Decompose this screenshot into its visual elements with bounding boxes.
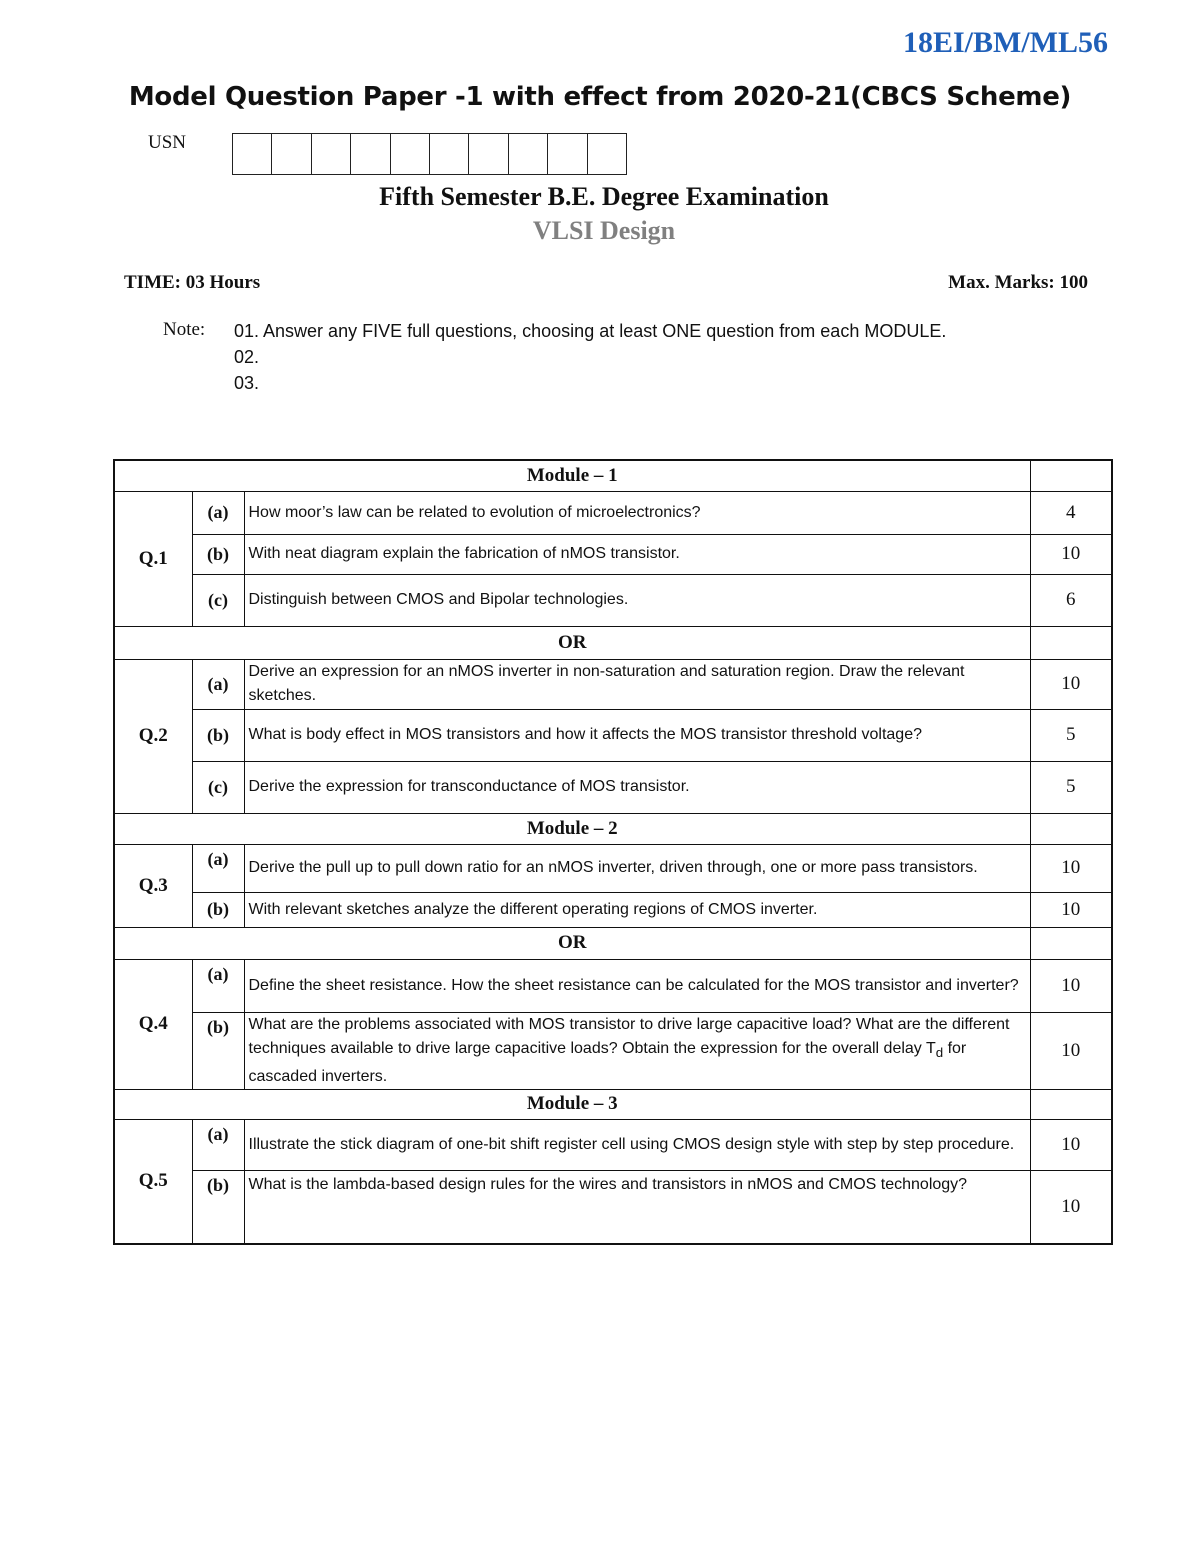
table-row bbox=[114, 709, 1112, 761]
module-header-row bbox=[114, 1089, 1112, 1119]
question-text: Derive the pull up to pull down ratio for an nMOS inverter, driven through, one or more pass transistors. bbox=[244, 844, 1030, 892]
time-duration: TIME: 03 Hours bbox=[124, 272, 261, 293]
usn-box bbox=[588, 134, 626, 174]
table-row bbox=[114, 1119, 1112, 1170]
marks-value: 10 bbox=[1030, 892, 1112, 927]
part-label: (b) bbox=[192, 1170, 244, 1244]
part-label: (c) bbox=[192, 574, 244, 626]
usn-box bbox=[272, 134, 311, 174]
question-number: Q.4 bbox=[114, 959, 192, 1089]
marks-value: 10 bbox=[1030, 1012, 1112, 1089]
module-1-heading: Module – 1 bbox=[114, 460, 1030, 491]
table-row bbox=[114, 491, 1112, 534]
question-text: Derive an expression for an nMOS inverter in non-saturation and saturation region. Draw the relevant sketches. bbox=[244, 659, 1030, 709]
question-text: Define the sheet resistance. How the sheet resistance can be calculated for the MOS transistor and inverter? bbox=[244, 959, 1030, 1012]
usn-entry-boxes bbox=[232, 133, 627, 175]
usn-box bbox=[351, 134, 390, 174]
note-instructions bbox=[234, 318, 946, 396]
question-number: Q.1 bbox=[114, 491, 192, 626]
marks-value: 5 bbox=[1030, 761, 1112, 813]
part-label: (a) bbox=[192, 844, 244, 892]
subject-code: 18EI/BM/ML56 bbox=[902, 26, 1108, 59]
table-row bbox=[114, 1012, 1112, 1089]
question-text: With relevant sketches analyze the different operating regions of CMOS inverter. bbox=[244, 892, 1030, 927]
part-label: (b) bbox=[192, 892, 244, 927]
part-label: (a) bbox=[192, 1119, 244, 1170]
table-row bbox=[114, 534, 1112, 574]
part-label: (c) bbox=[192, 761, 244, 813]
question-text-main: What are the problems associated with MOS transistor to drive large capacitive load? What are the different techniques available to drive large capacitive loads? Obtain the expression for the overall delay T bbox=[248, 1015, 1010, 1057]
marks-value: 10 bbox=[1030, 659, 1112, 709]
delay-subscript: d bbox=[935, 1044, 944, 1060]
or-row bbox=[114, 927, 1112, 959]
or-separator: OR bbox=[114, 626, 1030, 659]
marks-value: 5 bbox=[1030, 709, 1112, 761]
question-text bbox=[244, 1012, 1030, 1089]
question-table bbox=[113, 459, 1113, 1245]
usn-box bbox=[233, 134, 272, 174]
question-number: Q.2 bbox=[114, 659, 192, 813]
question-number: Q.5 bbox=[114, 1119, 192, 1244]
question-text: Distinguish between CMOS and Bipolar technologies. bbox=[244, 574, 1030, 626]
part-label: (b) bbox=[192, 1012, 244, 1089]
table-row bbox=[114, 574, 1112, 626]
table-row bbox=[114, 844, 1112, 892]
exam-title: Fifth Semester B.E. Degree Examination bbox=[379, 182, 829, 211]
marks-value: 4 bbox=[1030, 491, 1112, 534]
module-3-heading: Module – 3 bbox=[114, 1089, 1030, 1119]
note-line: 01. Answer any FIVE full questions, choosing at least ONE question from each MODULE. bbox=[234, 321, 947, 341]
question-number: Q.3 bbox=[114, 844, 192, 927]
note-line: 03. bbox=[234, 373, 260, 393]
question-text: With neat diagram explain the fabrication of nMOS transistor. bbox=[244, 534, 1030, 574]
usn-box bbox=[509, 134, 548, 174]
usn-box bbox=[312, 134, 351, 174]
subject-title: VLSI Design bbox=[532, 216, 676, 245]
question-text-end: for cascaded inverters. bbox=[248, 1039, 967, 1085]
part-label: (b) bbox=[192, 534, 244, 574]
part-label: (b) bbox=[192, 709, 244, 761]
marks-value: 10 bbox=[1030, 1170, 1112, 1244]
marks-value: 10 bbox=[1030, 844, 1112, 892]
usn-box bbox=[391, 134, 430, 174]
table-row bbox=[114, 761, 1112, 813]
table-row bbox=[114, 659, 1112, 709]
usn-box bbox=[548, 134, 587, 174]
part-label: (a) bbox=[192, 959, 244, 1012]
table-row bbox=[114, 892, 1112, 927]
note-label: Note: bbox=[163, 319, 206, 340]
module-header-row bbox=[114, 460, 1112, 491]
or-row bbox=[114, 626, 1112, 659]
or-separator: OR bbox=[114, 927, 1030, 959]
usn-box bbox=[430, 134, 469, 174]
marks-value: 6 bbox=[1030, 574, 1112, 626]
usn-label: USN bbox=[148, 132, 187, 153]
question-text: Illustrate the stick diagram of one-bit shift register cell using CMOS design style with step by step procedure. bbox=[244, 1119, 1030, 1170]
module-header-row bbox=[114, 813, 1112, 844]
note-line: 02. bbox=[234, 347, 260, 367]
marks-value: 10 bbox=[1030, 959, 1112, 1012]
marks-value: 10 bbox=[1030, 1119, 1112, 1170]
table-row bbox=[114, 1170, 1112, 1244]
question-text: What is the lambda-based design rules for the wires and transistors in nMOS and CMOS technology? bbox=[244, 1170, 1030, 1244]
question-text: Derive the expression for transconductance of MOS transistor. bbox=[244, 761, 1030, 813]
question-text: What is body effect in MOS transistors and how it affects the MOS transistor threshold voltage? bbox=[244, 709, 1030, 761]
module-2-heading: Module – 2 bbox=[114, 813, 1030, 844]
max-marks: Max. Marks: 100 bbox=[948, 272, 1088, 293]
part-label: (a) bbox=[192, 659, 244, 709]
question-text: How moor’s law can be related to evolution of microelectronics? bbox=[244, 491, 1030, 534]
paper-title: Model Question Paper -1 with effect from 2020-21(CBCS Scheme) bbox=[128, 82, 1072, 112]
usn-box bbox=[469, 134, 508, 174]
table-row bbox=[114, 959, 1112, 1012]
marks-value: 10 bbox=[1030, 534, 1112, 574]
part-label: (a) bbox=[192, 491, 244, 534]
